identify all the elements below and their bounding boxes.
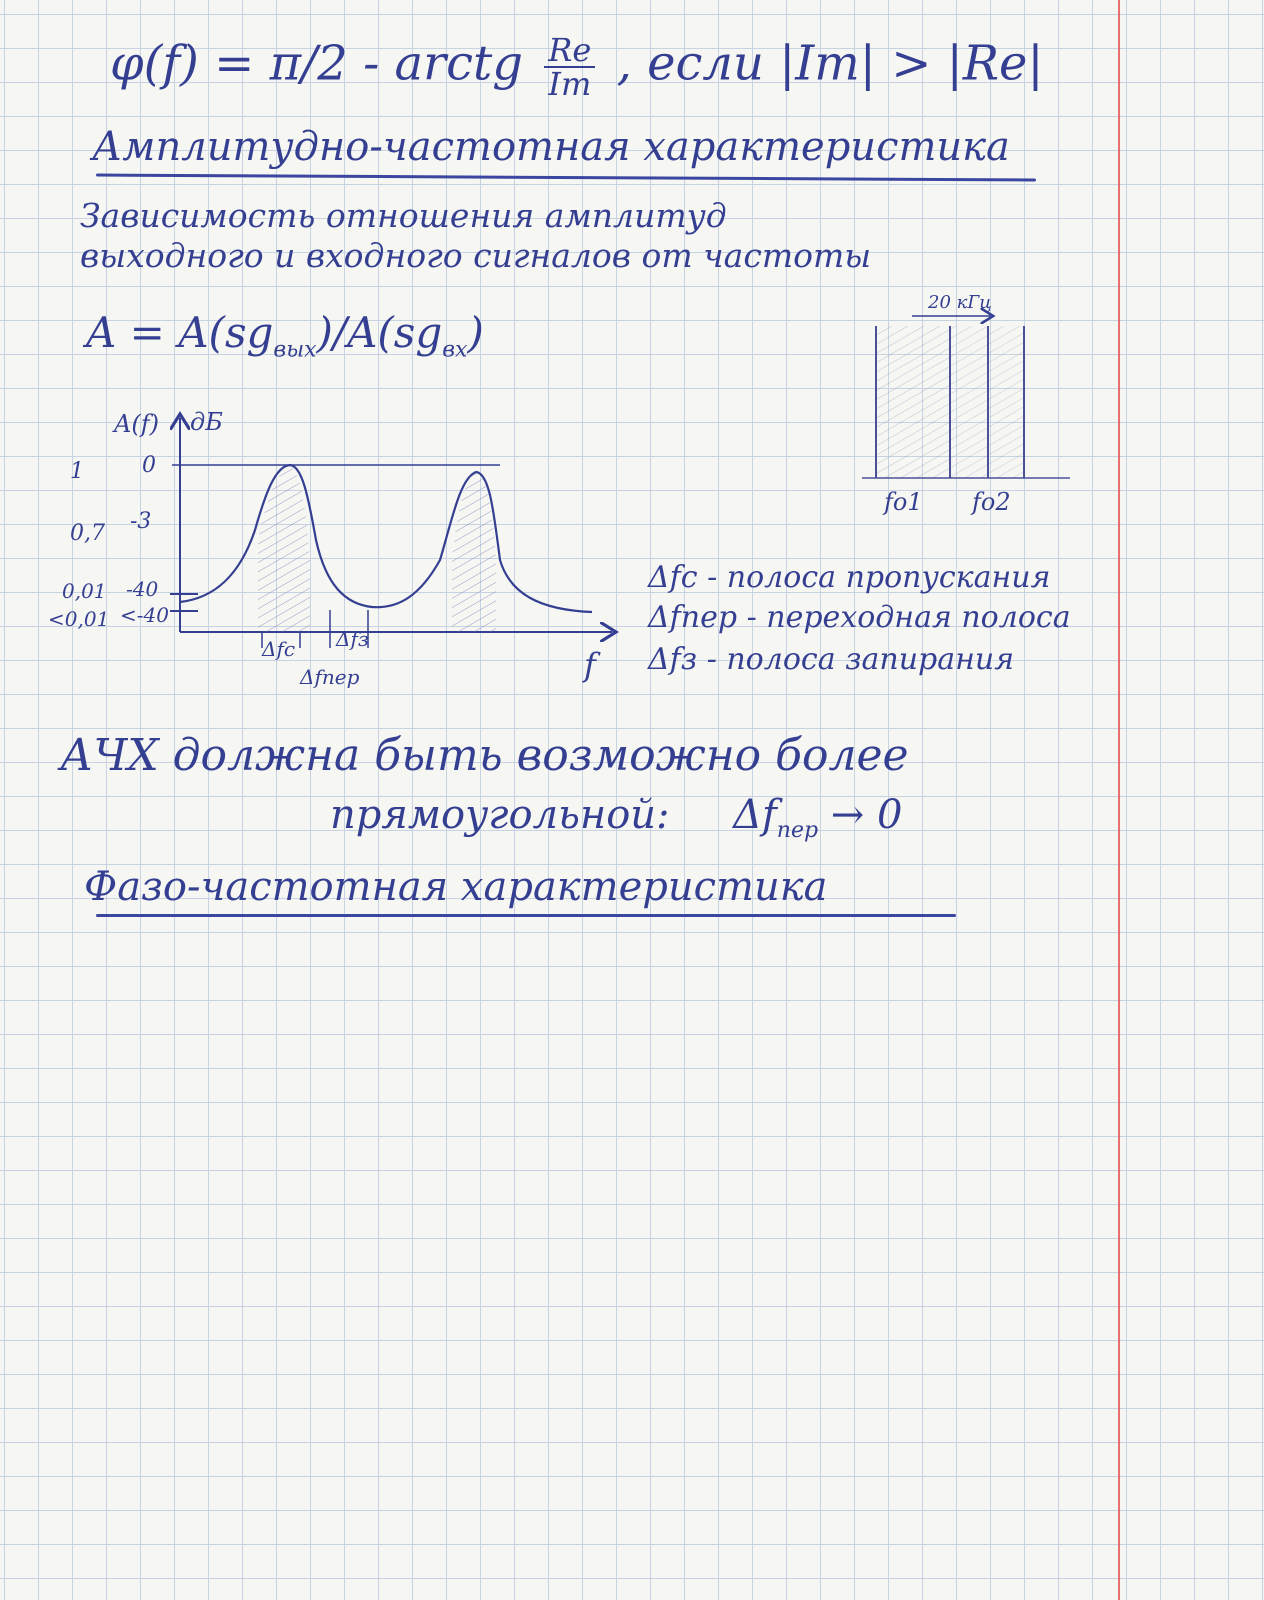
y-axis-label: A(f): [114, 410, 159, 438]
legend-passband-symbol: Δfc: [648, 560, 698, 595]
legend-transition: [648, 600, 1071, 635]
tick-linear-lt-0_01: <0,01: [48, 607, 110, 631]
amplitude-formula-in: вх: [442, 337, 468, 363]
legend-passband-text: - полоса пропускания: [707, 560, 1051, 595]
pfc-heading-underline: [96, 914, 956, 917]
tick-linear-0_01: 0,01: [62, 579, 107, 603]
note-expr-pre: Δf: [733, 792, 777, 838]
amplitude-formula-end: ): [467, 308, 484, 357]
legend-stopband: [648, 642, 1014, 677]
amplitude-formula-mid: )/A(sg: [316, 308, 443, 357]
afc-heading: Амплитудно-частотная характеристика: [92, 124, 1010, 170]
sketch-f01: fo1: [884, 488, 923, 516]
legend-transition-symbol: Δfпер: [648, 600, 738, 635]
tick-db-lt-minus40: <-40: [120, 603, 169, 627]
amplitude-formula-a: A = A(sg: [86, 308, 274, 357]
tick-linear-0_7: 0,7: [70, 521, 105, 546]
note-expr-sub: пер: [776, 818, 819, 843]
y-axis-unit: дБ: [190, 408, 223, 436]
note-expr-post: → 0: [830, 792, 903, 838]
tick-linear-1: 1: [70, 459, 84, 484]
band-label-stop: Δfз: [336, 627, 369, 651]
formula-lhs: φ(f) = π/2 - arctg: [110, 35, 524, 92]
formula-numerator: Re: [544, 34, 595, 68]
amplitude-formula-out: вых: [273, 337, 317, 363]
note-line2-text: прямоугольной:: [330, 792, 670, 838]
legend-stopband-text: - полоса запирания: [706, 642, 1015, 677]
sketch-hatch-left: [876, 326, 950, 478]
legend-transition-text: - переходная полоса: [746, 600, 1071, 635]
afc-definition-line2: выходного и входного сигналов от частоты: [80, 236, 872, 275]
passband-hatch-1: [258, 467, 310, 632]
tick-db-minus40: -40: [126, 577, 159, 601]
formula-denominator: Im: [548, 65, 592, 103]
band-label-pass: Δfc: [262, 637, 296, 661]
tick-db-minus3: -3: [130, 509, 152, 534]
band-label-transition: Δfпер: [300, 665, 360, 689]
amplitude-response-curve: [180, 465, 592, 612]
legend-passband: [648, 560, 1050, 595]
note-line2: [330, 792, 902, 843]
x-axis-label: f: [584, 646, 596, 684]
legend-stopband-symbol: Δfз: [648, 642, 698, 677]
note-line1: АЧХ должна быть возможно более: [60, 730, 909, 781]
afc-definition-line1: Зависимость отношения амплитуд: [80, 196, 727, 235]
tick-db-0: 0: [142, 453, 156, 478]
formula-condition: , если |Im| > |Re|: [616, 35, 1044, 92]
sketch-f02: fo2: [972, 488, 1011, 516]
sketch-width-label: 20 кГц: [928, 292, 992, 313]
pfc-heading: Фазо-частотная характеристика: [84, 864, 828, 910]
